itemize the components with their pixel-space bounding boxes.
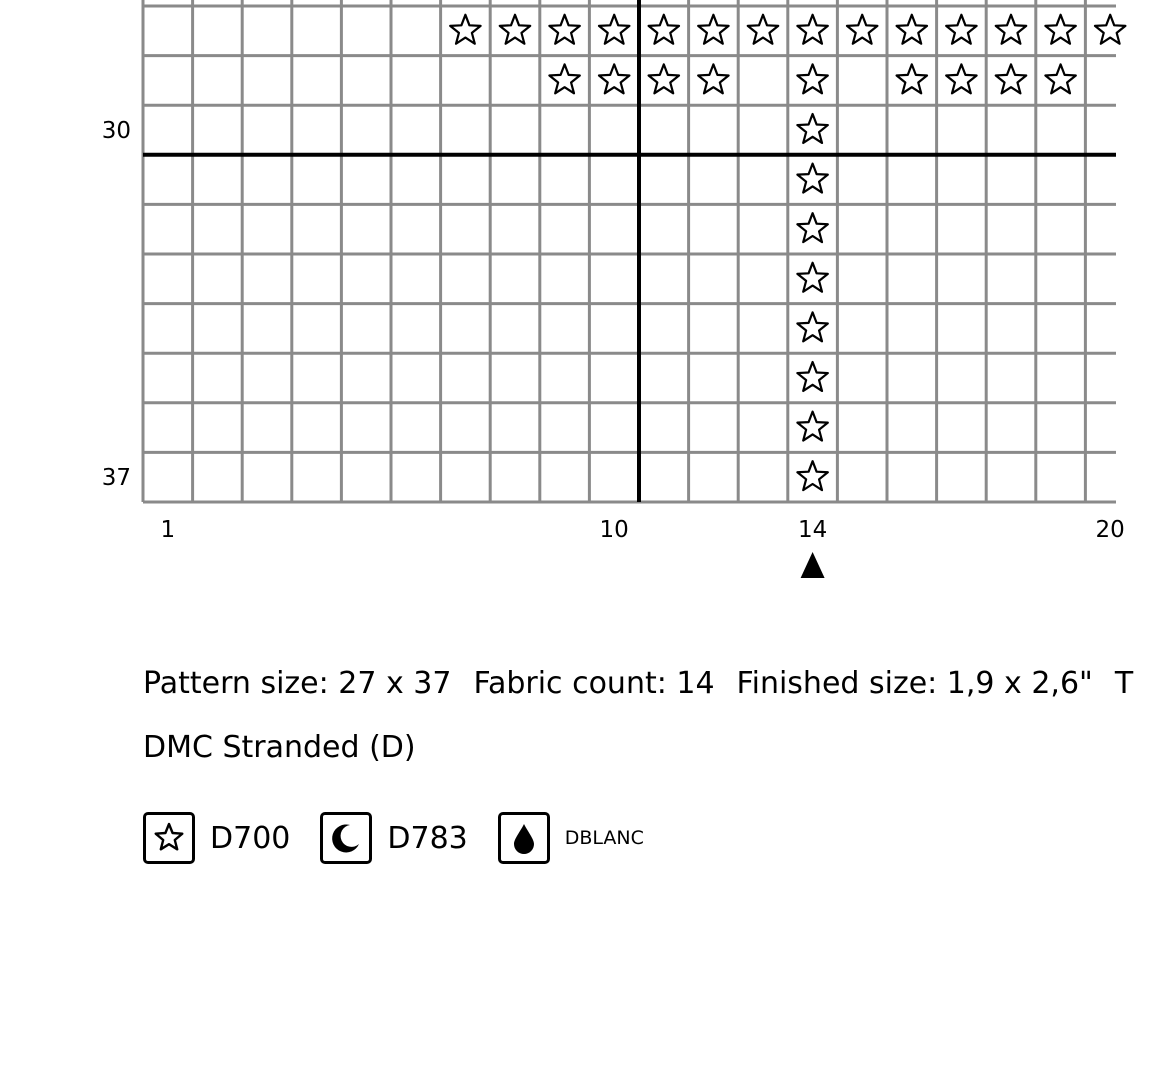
column-label: 20 xyxy=(1095,517,1125,543)
column-label: 10 xyxy=(599,517,629,543)
stitch-star-icon xyxy=(797,312,827,341)
finished-size: Finished size: 1,9 x 2,6" xyxy=(736,666,1093,701)
stitch-star-icon xyxy=(797,64,827,93)
thread-legend xyxy=(143,812,674,864)
stitch-star-icon xyxy=(599,64,629,93)
stitch-star-icon xyxy=(897,64,927,93)
stitch-star-icon xyxy=(649,15,679,44)
stitch-star-icon xyxy=(797,15,827,44)
pattern-info xyxy=(143,666,1155,701)
truncated-text: T xyxy=(1114,666,1134,701)
stitch-star-icon xyxy=(996,64,1026,93)
legend-item-dblanc xyxy=(498,812,644,864)
legend-item-d700 xyxy=(143,812,290,864)
stitch-star-icon xyxy=(797,461,827,490)
legend-code: DBLANC xyxy=(564,827,644,849)
row-label: 37 xyxy=(101,465,131,492)
stitch-star-icon xyxy=(797,114,827,143)
pattern-size: Pattern size: 27 x 37 xyxy=(143,666,452,701)
stitch-star-icon xyxy=(1045,64,1075,93)
stitch-star-icon xyxy=(649,64,679,93)
stitch-star-icon xyxy=(946,15,976,44)
stitch-star-icon xyxy=(897,15,927,44)
stitch-star-icon xyxy=(698,15,728,44)
stitch-star-icon xyxy=(549,64,579,93)
legend-code: D700 xyxy=(210,820,291,856)
fabric-count: Fabric count: 14 xyxy=(473,666,715,701)
center-marker-icon xyxy=(801,552,825,578)
thread-brand: DMC Stranded (D) xyxy=(143,730,416,765)
stitch-star-icon xyxy=(996,15,1026,44)
column-label: 14 xyxy=(797,517,828,543)
stitch-star-icon xyxy=(549,15,579,44)
stitch-star-icon xyxy=(500,15,530,44)
moon-icon xyxy=(320,812,372,864)
stitch-star-icon xyxy=(599,15,629,44)
drop-icon xyxy=(498,812,550,864)
stitch-star-icon xyxy=(797,164,827,193)
legend-code: D783 xyxy=(387,820,468,856)
star-icon xyxy=(143,812,195,864)
stitch-star-icon xyxy=(946,64,976,93)
stitch-star-icon xyxy=(797,412,827,441)
stitch-star-icon xyxy=(1095,15,1125,44)
stitch-star-icon xyxy=(797,263,827,292)
stitch-star-icon xyxy=(797,362,827,391)
legend-item-d783 xyxy=(320,812,467,864)
stitch-star-icon xyxy=(847,15,877,44)
row-label: 30 xyxy=(101,118,131,144)
stitch-star-icon xyxy=(698,64,728,93)
column-label: 1 xyxy=(160,517,176,543)
stitch-star-icon xyxy=(450,15,480,44)
stitch-star-icon xyxy=(797,213,827,242)
stitch-star-icon xyxy=(748,15,778,44)
stitch-star-icon xyxy=(1045,15,1075,44)
